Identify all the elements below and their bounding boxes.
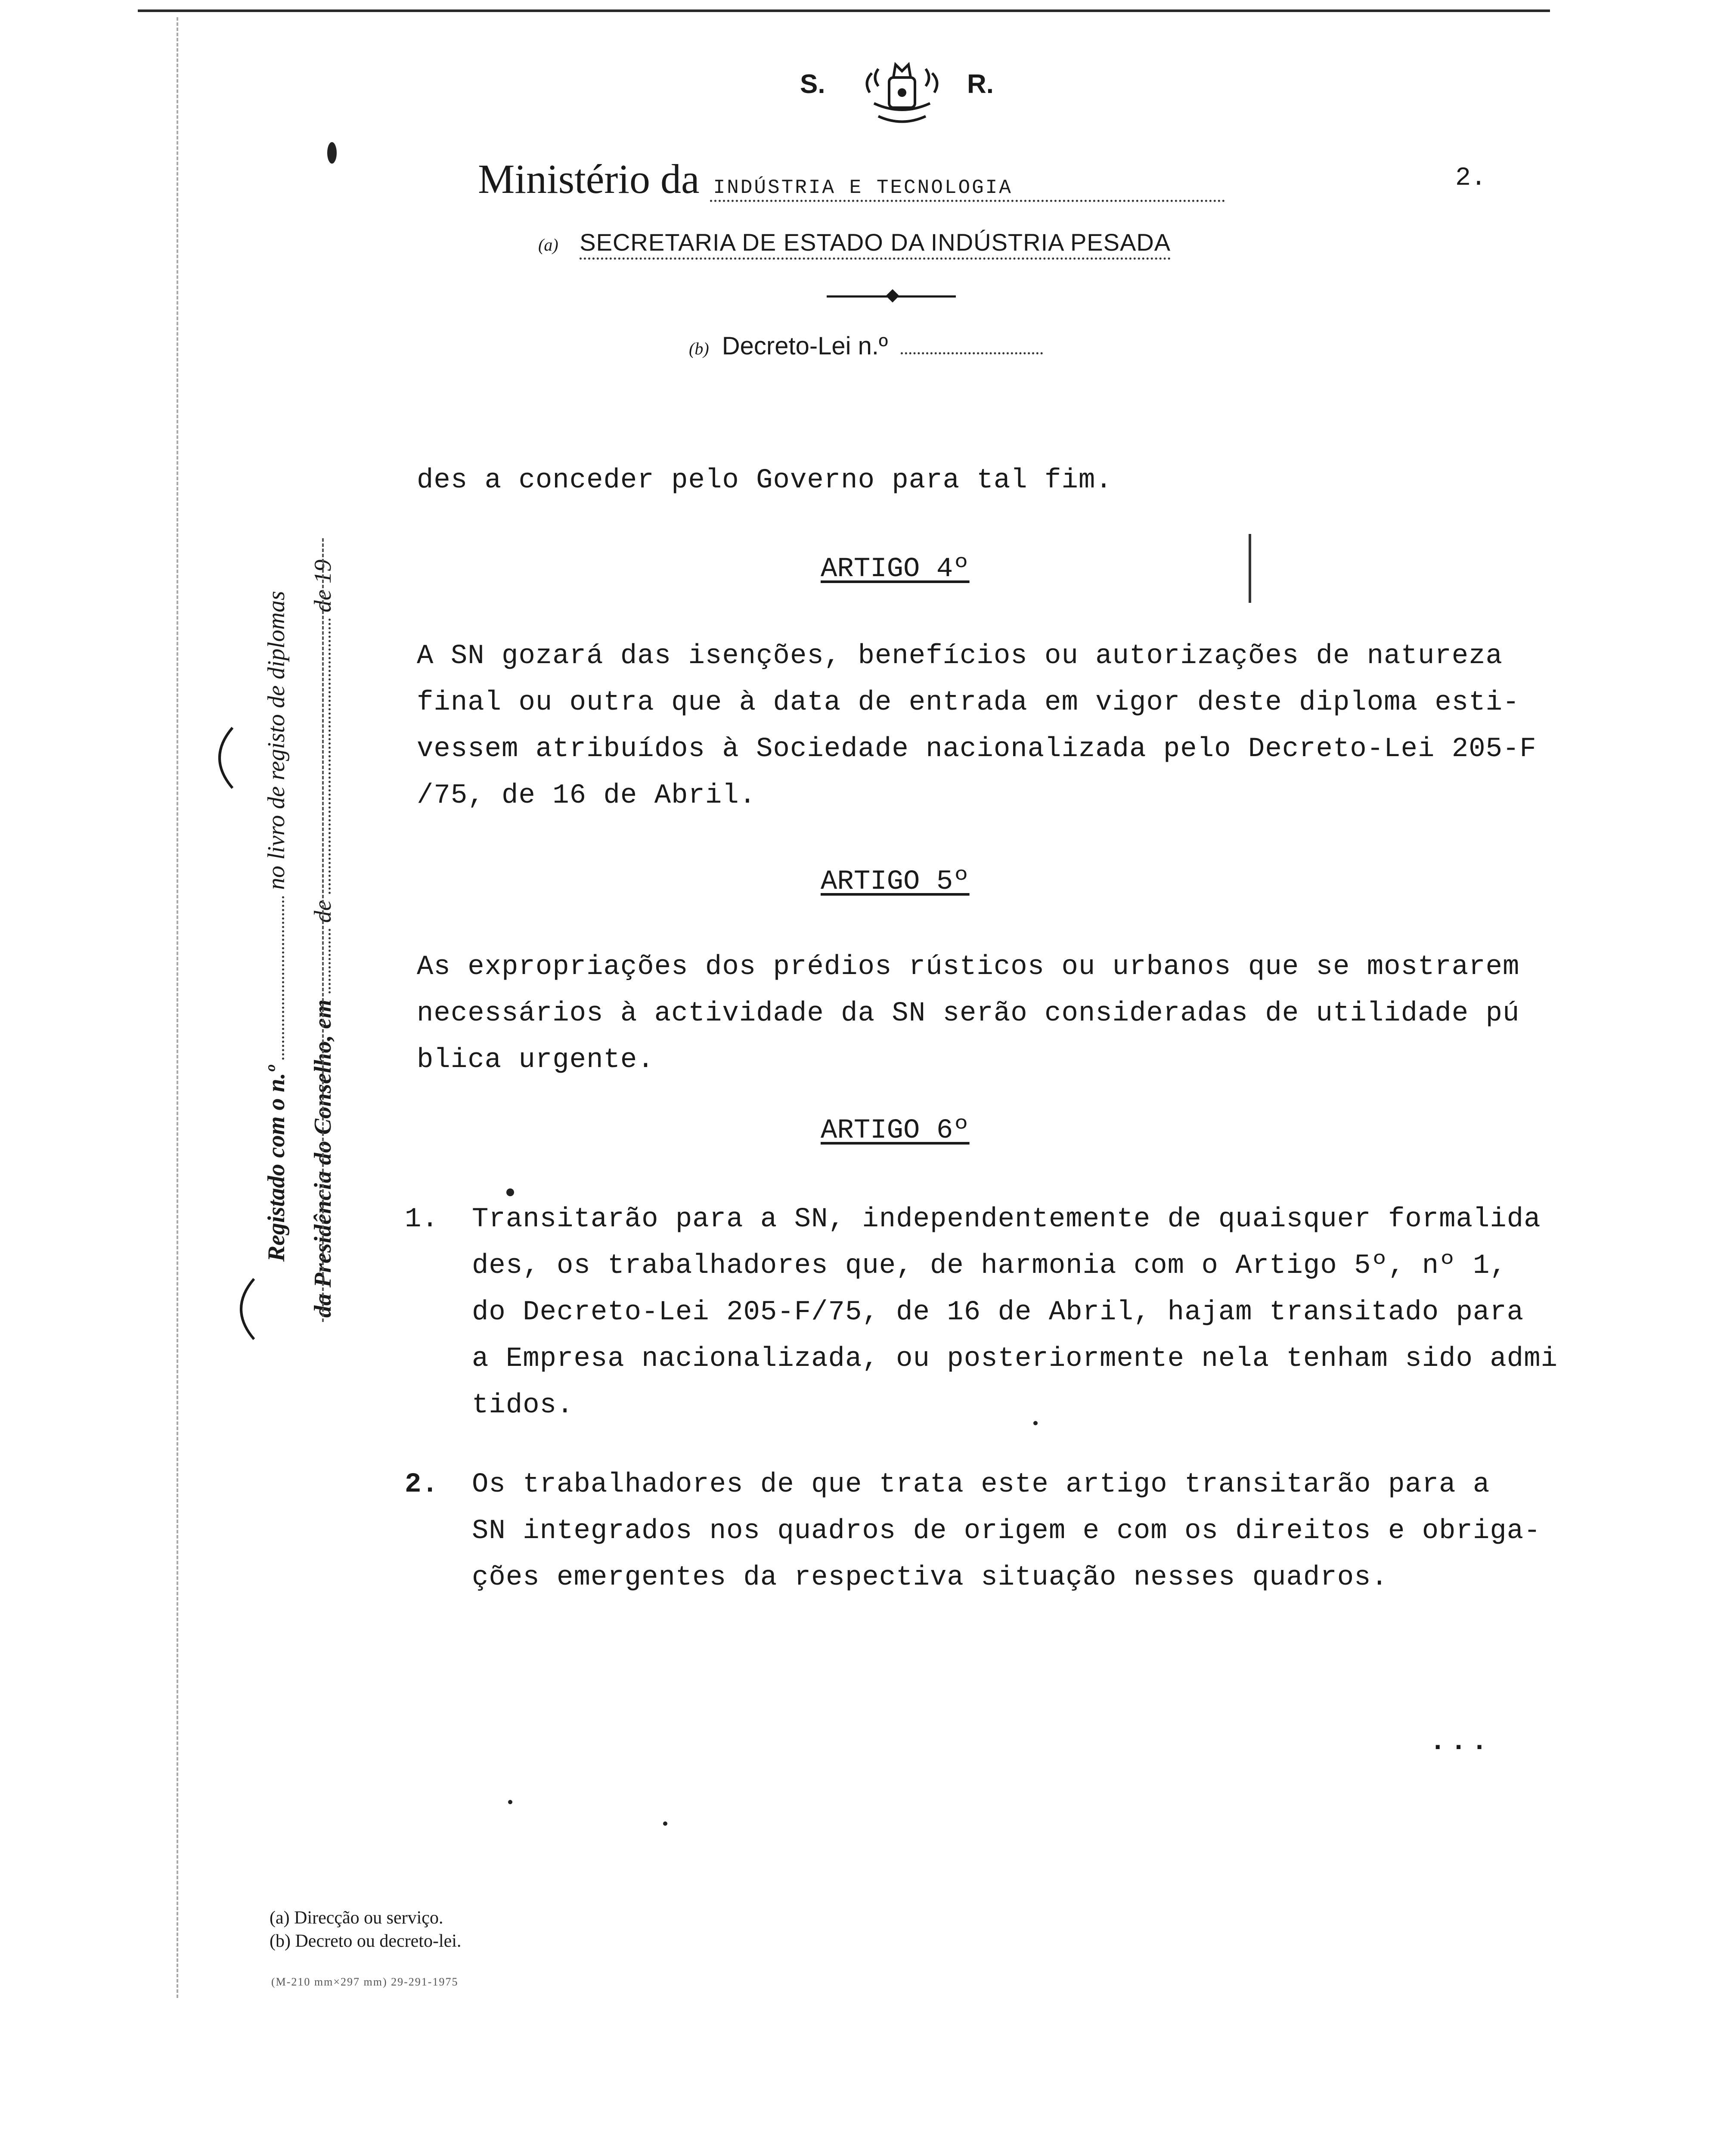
footnote-a: (a) Direcção ou serviço. (270, 1908, 443, 1928)
decree-label: Decreto-Lei n.º (722, 332, 888, 360)
ink-speck (663, 1821, 667, 1826)
letterhead-s: S. (800, 69, 825, 99)
ministry-line (478, 155, 1225, 203)
margin-dashed-line (322, 538, 324, 1322)
coat-of-arms-icon (852, 52, 952, 129)
presidency-prefix: da Presidência do Conselho, em (310, 999, 336, 1318)
ink-speck (506, 1188, 514, 1196)
printer-imprint: (M-210 mm×297 mm) 29-291-1975 (271, 1976, 459, 1988)
binding-hole-icon (202, 723, 237, 792)
margin-mark (1249, 534, 1251, 603)
decree-number-field (901, 352, 1043, 354)
registration-number-field (282, 896, 284, 1060)
presidency-middle: de (310, 900, 336, 923)
article-6-item-1-line: a Empresa nacionalizada, ou posteriormente nela tenham sido admi (472, 1343, 1558, 1374)
decree-marker: (b) (689, 339, 709, 358)
presidency-month-field (329, 618, 331, 894)
article-5-line: necessários à actividade da SN serão consideradas de utilidade pú (417, 998, 1520, 1029)
article-6-item-2-line: SN integrados nos quadros de origem e com os direitos e obriga- (472, 1516, 1541, 1547)
article-6-item-1-line: tidos. (472, 1390, 574, 1421)
article-6-item-1-number: 1. (405, 1204, 439, 1235)
article-6-heading: ARTIGO 6º (821, 1115, 970, 1146)
letterhead-r: R. (967, 69, 994, 99)
continuation-line: des a conceder pelo Governo para tal fim. (417, 465, 1113, 496)
binding-edge-line (177, 17, 178, 1998)
presidency-suffix: de 19 (310, 559, 336, 613)
article-4-line: vessem atribuídos à Sociedade nacionalizada pelo Decreto-Lei 205-F (417, 734, 1537, 765)
footnote-b: (b) Decreto ou decreto-lei. (270, 1931, 462, 1951)
article-6-item-2-number: 2. (405, 1469, 439, 1500)
article-6-item-2-line: ções emergentes da respectiva situação nesses quadros. (472, 1562, 1388, 1593)
divider-ornament (886, 289, 899, 302)
ministry-name: INDÚSTRIA E TECNOLOGIA (710, 177, 1225, 202)
article-4-line: /75, de 16 de Abril. (417, 780, 756, 811)
article-5-line: blica urgente. (417, 1045, 654, 1076)
article-5-heading: ARTIGO 5º (821, 866, 970, 897)
registration-suffix: no livro de registo de diplomas (263, 591, 290, 890)
article-4-heading: ARTIGO 4º (821, 554, 970, 585)
secretariat-marker: (a) (538, 235, 558, 254)
article-5-line: As expropriações dos prédios rústicos ou urbanos que se mostrarem (417, 952, 1520, 983)
article-6-item-1-line: des, os trabalhadores que, de harmonia com o Artigo 5º, nº 1, (472, 1250, 1507, 1281)
article-6-item-1-line: do Decreto-Lei 205-F/75, de 16 de Abril, hajam transitado para (472, 1297, 1524, 1328)
binding-hole-icon (224, 1275, 258, 1343)
secretariat-line (538, 228, 1171, 258)
registration-margin-note (263, 591, 290, 1262)
ink-speck (327, 142, 337, 164)
page-top-edge (138, 9, 1550, 12)
article-4-line: final ou outra que à data de entrada em vigor deste diploma esti- (417, 687, 1520, 718)
article-4-line: A SN gozará das isenções, benefícios ou autorizações de natureza (417, 641, 1503, 672)
continuation-mark: ... (1429, 1727, 1492, 1758)
ink-speck (508, 1800, 512, 1804)
article-6-item-2-line: Os trabalhadores de que trata este artigo transitarão para a (472, 1469, 1490, 1500)
decree-line (689, 332, 1043, 360)
ink-speck (1033, 1421, 1038, 1425)
page-number: 2. (1455, 164, 1487, 193)
ministry-prefix: Ministério da (478, 156, 700, 202)
article-6-item-1-line: Transitarão para a SN, independentemente de quaisquer formalida (472, 1204, 1541, 1235)
secretariat-name: SECRETARIA DE ESTADO DA INDÚSTRIA PESADA (580, 229, 1171, 260)
presidency-day-field (329, 929, 331, 993)
registration-prefix: Registado com o n.º (263, 1065, 290, 1262)
